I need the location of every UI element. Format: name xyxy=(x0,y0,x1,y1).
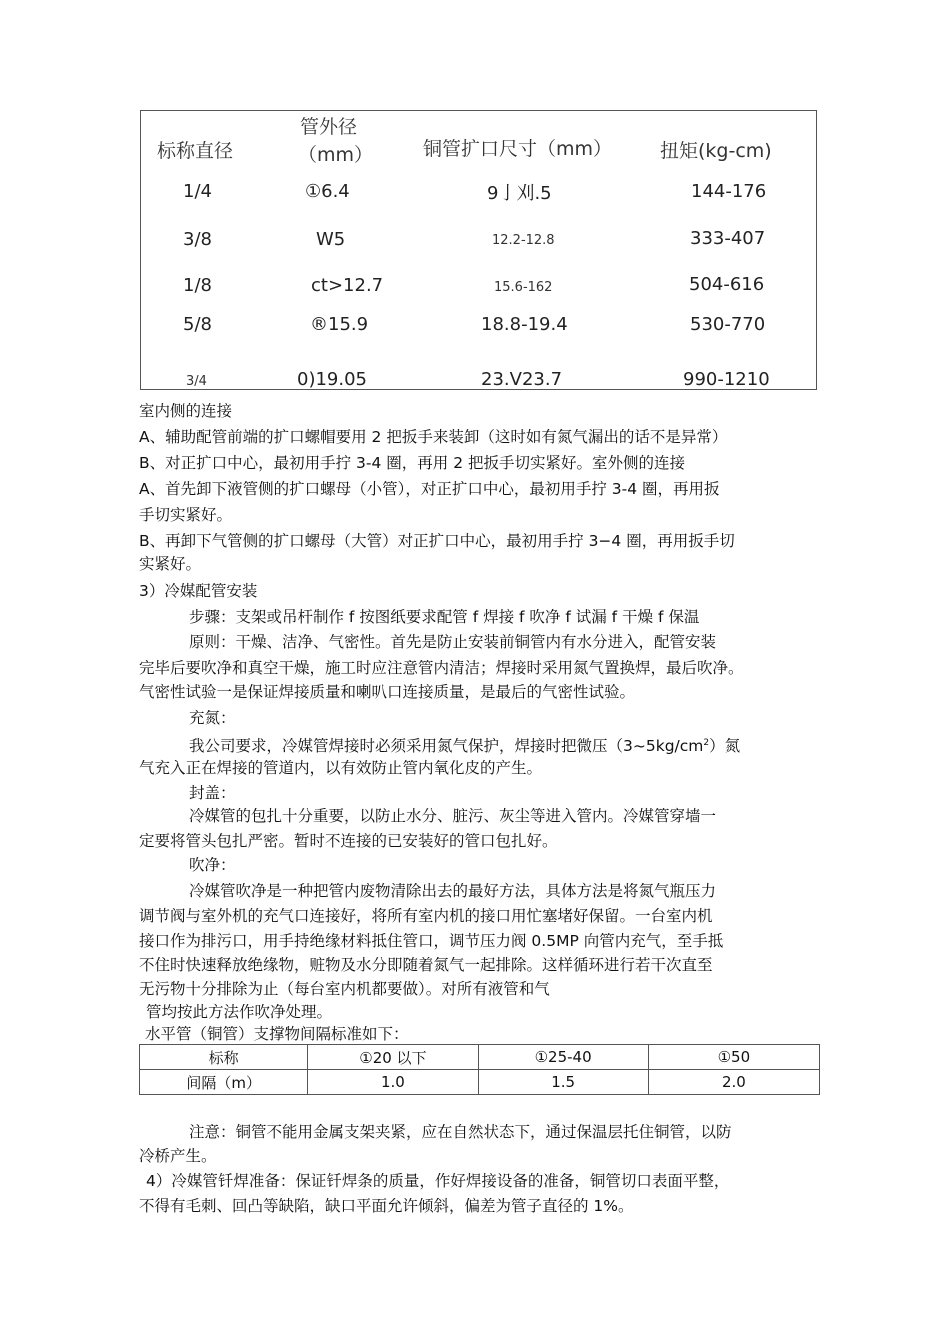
text-line: A、辅助配管前端的扩口螺帽要用 2 把扳手来装卸（这时如有氮气漏出的话不是异常） xyxy=(139,428,728,446)
table-cell: 标称 xyxy=(140,1045,308,1070)
header-outer-diameter-line1: 管外径 xyxy=(300,116,358,138)
table-cell-outer: ct>12.7 xyxy=(311,275,384,296)
text-line: 注意：铜管不能用金属支架夹紧，应在自然状态下，通过保温层托住铜管，以防 xyxy=(189,1123,732,1141)
table-cell: 1.5 xyxy=(478,1070,648,1095)
text-line: 冷桥产生。 xyxy=(139,1147,217,1165)
table-caption: 水平管（铜管）支撑物间隔标准如下： xyxy=(145,1025,409,1043)
table-cell-flare: 12.2-12.8 xyxy=(492,233,555,248)
section-heading: 4）冷媒管钎焊准备：保证钎焊条的质量，作好焊接设备的准备，铜管切口表面平整， xyxy=(146,1172,730,1190)
table-cell-torque: 990-1210 xyxy=(683,369,770,390)
table-cell-outer: 0)19.05 xyxy=(297,369,368,390)
header-flare-size: 铜管扩口尺寸（mm） xyxy=(423,138,613,160)
table-cell-torque: 144-176 xyxy=(691,181,767,202)
text-line: 步骤：支架或吊杆制作 f 按图纸要求配管 f 焊接 f 吹净 f 试漏 f 干燥 f 保温 xyxy=(189,608,700,626)
subheading: 封盖： xyxy=(189,784,236,802)
header-nominal-diameter: 标称直径 xyxy=(157,140,234,162)
table-cell: ①50 xyxy=(648,1045,819,1070)
text-line: 无污物十分排除为止（每台室内机都要做）。对所有液管和气 xyxy=(139,980,550,998)
support-spacing-table xyxy=(139,1044,820,1095)
table-cell-nominal: 1/8 xyxy=(183,275,212,296)
header-outer-diameter-line2: （mm） xyxy=(298,144,374,166)
table-cell: 2.0 xyxy=(648,1070,819,1095)
table-cell-torque: 504-616 xyxy=(689,274,765,295)
table-cell: 1.0 xyxy=(308,1070,478,1095)
table-cell-torque: 333-407 xyxy=(690,228,766,249)
table-row xyxy=(140,1045,820,1070)
table-cell-nominal: 3/4 xyxy=(186,374,207,389)
text-line: 接口作为排污口，用手持绝缘材料抵住管口，调节压力阀 0.5MP 向管内充气，至手抵 xyxy=(139,932,724,950)
text-line-part: ）氮 xyxy=(709,737,741,756)
subheading: 吹净： xyxy=(189,856,236,874)
table-row xyxy=(140,1070,820,1095)
text-line-part: 我公司要求，冷媒管焊接时必须采用氮气保护，焊接时把微压（3~5kg/cm xyxy=(189,737,704,756)
table-cell-torque: 530-770 xyxy=(690,314,766,335)
subheading: 充氮： xyxy=(189,709,236,727)
text-line: 调节阀与室外机的充气口连接好，将所有室内机的接口用忙塞堵好保留。一台室内机 xyxy=(139,907,713,925)
text-line: 室内侧的连接 xyxy=(139,402,233,420)
text-line: 完毕后要吹净和真空干燥，施工时应注意管内清洁；焊接时采用氮气置换焊，最后吹净。 xyxy=(139,659,744,677)
text-line: 冷媒管吹净是一种把管内废物清除出去的最好方法，具体方法是将氮气瓶压力 xyxy=(189,882,717,900)
text-line: 气密性试验一是保证焊接质量和喇叭口连接质量，是最后的气密性试验。 xyxy=(139,683,636,701)
header-torque: 扭矩(kg-cm) xyxy=(660,140,772,162)
text-line: 冷媒管的包扎十分重要，以防止水分、脏污、灰尘等进入管内。冷媒管穿墙一 xyxy=(189,807,717,825)
text-line: 定要将管头包扎严密。暂时不连接的已安装好的管口包扎好。 xyxy=(139,832,558,850)
table-cell: 间隔（m） xyxy=(140,1070,308,1095)
text-line: 不得有毛刺、回凸等缺陷，缺口平面允许倾斜，偏差为管子直径的 1%。 xyxy=(139,1197,634,1215)
section-heading: 3）冷媒配管安装 xyxy=(139,582,258,600)
table-cell: ①20 以下 xyxy=(308,1045,478,1070)
text-line: 手切实紧好。 xyxy=(139,506,233,524)
table-cell-outer: ®15.9 xyxy=(310,314,369,335)
table-cell-flare: 18.8-19.4 xyxy=(481,314,568,335)
table-cell-nominal: 5/8 xyxy=(183,314,212,335)
table-cell-flare: 23.V23.7 xyxy=(481,369,563,390)
table-cell-outer: ①6.4 xyxy=(305,181,350,202)
table-cell-flare: 9亅刈.5 xyxy=(487,183,552,204)
superscript: 2 xyxy=(703,738,710,748)
text-line: 不住时快速释放绝缘物，赃物及水分即随着氮气一起排除。这样循环进行若干次直至 xyxy=(139,956,713,974)
table-cell-nominal: 1/4 xyxy=(183,181,212,202)
text-line: 管均按此方法作吹净处理。 xyxy=(146,1003,333,1021)
text-line: 原则：干燥、洁净、气密性。首先是防止安装前铜管内有水分进入，配管安装 xyxy=(189,633,717,651)
table-cell: ①25-40 xyxy=(478,1045,648,1070)
text-line: 实紧好。 xyxy=(139,555,202,573)
text-line: B、再卸下气管侧的扩口螺母（大管）对正扩口中心，最初用手拧 3−4 圈，再用扳手切 xyxy=(139,532,735,550)
text-line: B、对正扩口中心，最初用手拧 3-4 圈，再用 2 把扳手切实紧好。室外侧的连接 xyxy=(139,454,686,472)
text-line: 气充入正在焊接的管道内，以有效防止管内氧化皮的产生。 xyxy=(139,759,543,777)
table-cell-nominal: 3/8 xyxy=(183,229,212,250)
table-cell-outer: W5 xyxy=(316,229,346,250)
table-cell-flare: 15.6-162 xyxy=(494,280,553,295)
text-line: A、首先卸下液管侧的扩口螺母（小管），对正扩口中心，最初用手拧 3-4 圈，再用扳 xyxy=(139,480,720,498)
